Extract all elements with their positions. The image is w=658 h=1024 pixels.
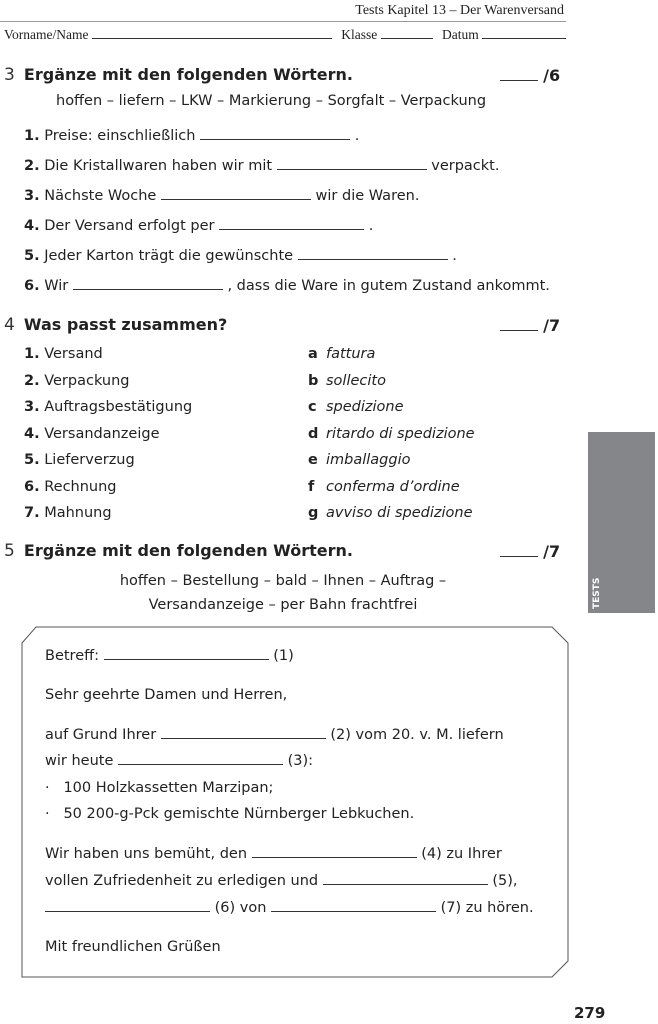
match-term <box>24 505 112 521</box>
word-bank-3: hoffen – liefern – LKW – Markierung – Sorgfalt – Verpackung <box>56 93 487 109</box>
blank-7[interactable] <box>271 910 436 912</box>
score-max: /7 <box>543 542 561 561</box>
item-number: 7. <box>24 505 40 521</box>
option-letter: f <box>308 478 315 495</box>
letter-bullet: · 50 200-g-Pck gemischte Nürnberger Lebkuchen. <box>45 806 415 822</box>
match-translation <box>308 373 386 389</box>
term-text: Mahnung <box>44 505 112 521</box>
option-letter: d <box>308 425 319 442</box>
blank-4[interactable] <box>252 856 417 858</box>
item-number: 1. <box>24 128 40 144</box>
exercise-3-item <box>24 128 359 144</box>
exercise-title: Was passt zusammen? <box>23 315 228 334</box>
answer-blank[interactable] <box>298 258 448 260</box>
item-text: . <box>354 128 360 144</box>
name-label: Vorname/Name <box>4 27 89 42</box>
item-number: 2. <box>24 158 40 174</box>
item-number: 1. <box>24 346 40 362</box>
blank-5[interactable] <box>323 883 488 885</box>
letter-closing: Mit freundlichen Grüßen <box>45 939 221 955</box>
translation-text: avviso di spedizione <box>326 505 473 521</box>
translation-text: ritardo di spedizione <box>326 425 475 442</box>
text: auf Grund Ihrer <box>45 727 157 743</box>
item-text: wir die Waren. <box>315 188 420 204</box>
item-text: Der Versand erfolgt per <box>44 218 215 234</box>
item-number: 3. <box>24 399 40 415</box>
match-translation <box>308 505 473 521</box>
page-number: 279 <box>574 1004 606 1022</box>
translation-text: fattura <box>326 346 376 362</box>
term-text: Lieferverzug <box>44 452 135 468</box>
answer-blank[interactable] <box>277 168 427 170</box>
item-number: 6. <box>24 278 40 294</box>
match-translation <box>308 479 460 495</box>
match-translation <box>308 452 411 468</box>
exercise-number: 3 <box>4 65 15 85</box>
text: (6) von <box>214 900 267 916</box>
item-text: Jeder Karton trägt die gewünschte <box>44 248 294 264</box>
item-text: Wir <box>44 278 69 294</box>
name-field[interactable] <box>92 37 332 39</box>
item-number: 4. <box>24 425 40 442</box>
term-text: Verpackung <box>44 372 130 389</box>
item-number: 5. <box>24 452 40 468</box>
letter-line <box>45 900 534 916</box>
item-number: 6. <box>24 478 40 495</box>
exercise-3-item <box>24 278 550 294</box>
option-letter: b <box>308 372 319 389</box>
exercise-4-heading <box>4 315 227 335</box>
exercise-title: Ergänze mit den folgenden Wörtern. <box>23 65 353 84</box>
class-label: Klasse <box>341 27 378 42</box>
student-info-row <box>4 27 566 43</box>
exercise-3-item <box>24 218 373 234</box>
item-number: 2. <box>24 372 40 389</box>
blank-number: (1) <box>273 648 294 664</box>
text: (3): <box>287 753 314 769</box>
item-number: 4. <box>24 218 40 234</box>
match-term <box>24 426 160 442</box>
exercise-title: Ergänze mit den folgenden Wörtern. <box>23 541 353 560</box>
item-text: . <box>452 248 457 264</box>
letter-greeting: Sehr geehrte Damen und Herren, <box>45 687 288 703</box>
translation-text: imballaggio <box>326 452 411 468</box>
match-term <box>24 346 103 362</box>
score-field[interactable] <box>500 555 538 557</box>
text: (4) zu Ihrer <box>421 846 502 862</box>
term-text: Versand <box>44 346 103 362</box>
blank-3[interactable] <box>118 763 283 765</box>
item-text: Nächste Woche <box>44 188 157 204</box>
blank-1[interactable] <box>104 658 269 660</box>
text: (2) vom 20. v. M. liefern <box>330 727 504 743</box>
term-text: Auftragsbestätigung <box>44 399 193 415</box>
blank-2[interactable] <box>161 737 326 739</box>
option-letter: c <box>308 399 317 415</box>
item-number: 5. <box>24 248 40 264</box>
subject-label: Betreff: <box>45 648 99 664</box>
exercise-5-heading <box>4 541 353 561</box>
date-label: Datum <box>441 27 479 42</box>
match-term <box>24 399 192 415</box>
match-term <box>24 479 117 495</box>
text: (5), <box>492 873 518 889</box>
side-tab <box>588 432 655 613</box>
score-4 <box>500 316 560 335</box>
blank-6[interactable] <box>45 910 210 912</box>
translation-text: sollecito <box>326 372 386 389</box>
word-bank-line: hoffen – Bestellung – bald – Ihnen – Auftrag – <box>119 573 447 589</box>
score-max: /7 <box>543 316 561 335</box>
exercise-3-heading <box>4 65 353 85</box>
text: 100 Holzkassetten Marzipan; <box>63 780 274 796</box>
match-term <box>24 373 130 389</box>
item-text: Die Kristallwaren haben wir mit <box>44 158 273 174</box>
text: wir heute <box>45 753 114 769</box>
score-field[interactable] <box>500 329 538 331</box>
word-bank-line: Versandanzeige – per Bahn frachtfrei <box>148 597 418 613</box>
match-translation <box>308 426 475 442</box>
score-field[interactable] <box>500 79 538 81</box>
letter-frame <box>20 625 570 979</box>
exercise-3-item <box>24 248 457 264</box>
item-text: verpackt. <box>431 158 500 174</box>
letter-bullet: · 100 Holzkassetten Marzipan; <box>45 780 274 796</box>
option-letter: g <box>308 505 319 521</box>
item-number: 3. <box>24 188 40 204</box>
exercise-number: 4 <box>4 315 15 335</box>
text: 50 200-g-Pck gemischte Nürnberger Lebkuchen. <box>63 806 415 822</box>
item-text: . <box>368 218 374 234</box>
answer-blank[interactable] <box>200 138 350 140</box>
exercise-number: 5 <box>4 541 15 561</box>
term-text: Versandanzeige <box>44 425 160 442</box>
header-divider <box>0 21 566 22</box>
match-translation <box>308 346 375 362</box>
text: vollen Zufriedenheit zu erledigen und <box>45 873 319 889</box>
item-text: Preise: einschließlich <box>44 128 196 144</box>
letter-line <box>45 753 313 769</box>
class-field[interactable] <box>381 37 433 39</box>
text: (7) zu hören. <box>440 900 534 916</box>
letter-line <box>45 873 517 889</box>
option-letter: e <box>308 452 318 468</box>
date-field[interactable] <box>482 37 566 39</box>
header-title: Tests Kapitel 13 – Der Warenversand <box>355 3 564 18</box>
option-letter: a <box>308 346 318 362</box>
score-max: /6 <box>543 66 561 85</box>
match-term <box>24 452 135 468</box>
letter-line <box>45 727 504 743</box>
answer-blank[interactable] <box>73 288 223 290</box>
letter-subject-line <box>45 648 294 664</box>
answer-blank[interactable] <box>161 198 311 200</box>
letter-line <box>45 846 502 862</box>
item-text: , dass die Ware in gutem Zustand ankommt. <box>227 278 550 294</box>
score-5 <box>500 542 560 561</box>
translation-text: spedizione <box>326 399 404 415</box>
answer-blank[interactable] <box>219 228 364 230</box>
term-text: Rechnung <box>44 478 117 495</box>
side-tab-label: TESTS <box>592 577 602 609</box>
match-translation <box>308 399 404 415</box>
score-3 <box>500 66 560 85</box>
translation-text: conferma d’ordine <box>326 478 460 495</box>
word-bank-5 <box>0 569 566 617</box>
exercise-3-item <box>24 158 499 174</box>
exercise-3-item <box>24 188 419 204</box>
text: Wir haben uns bemüht, den <box>45 846 248 862</box>
